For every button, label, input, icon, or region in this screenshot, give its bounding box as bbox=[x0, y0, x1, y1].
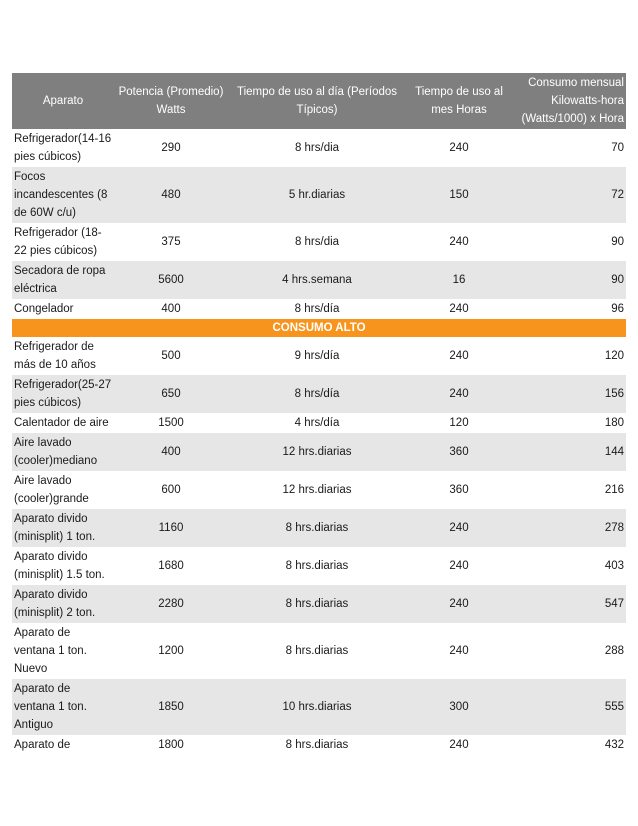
band-label: CONSUMO ALTO bbox=[12, 319, 626, 337]
cell-potencia: 500 bbox=[161, 350, 181, 362]
cell-aparato: Aire lavado (cooler)mediano bbox=[12, 433, 114, 471]
cell-consumo: 180 bbox=[604, 417, 624, 429]
table-row bbox=[12, 471, 626, 509]
table-row bbox=[12, 433, 626, 471]
cell-tiempo-mes: 16 bbox=[406, 261, 512, 299]
cell-potencia: 1500 bbox=[158, 417, 184, 429]
cell-aparato: Aparato de ventana 1 ton. Antiguo bbox=[12, 679, 114, 735]
table-row bbox=[12, 129, 626, 167]
cell-potencia: 480 bbox=[114, 167, 228, 223]
cell-tiempo-dia: 9 hrs/día bbox=[294, 350, 340, 362]
cell-consumo: 403 bbox=[604, 560, 624, 572]
table-row bbox=[12, 223, 626, 261]
cell-consumo: 120 bbox=[604, 350, 624, 362]
cell-aparato: Aire lavado (cooler)grande bbox=[14, 475, 89, 505]
table-row bbox=[12, 375, 626, 413]
cell-consumo: 432 bbox=[604, 739, 624, 751]
cell-tiempo-dia: 8 hrs/día bbox=[294, 303, 340, 315]
cell-tiempo-mes: 240 bbox=[449, 645, 469, 657]
cell-aparato: Aparato divido (minisplit) 1 ton. bbox=[12, 509, 114, 547]
cell-potencia: 650 bbox=[114, 375, 228, 413]
cell-potencia: 400 bbox=[161, 303, 181, 315]
cell-aparato: Congelador bbox=[14, 303, 74, 315]
cell-tiempo-mes: 120 bbox=[449, 417, 469, 429]
cell-tiempo-dia: 8 hrs.diarias bbox=[285, 645, 349, 657]
cell-aparato: Refrigerador(14-16 pies cúbicos) bbox=[14, 133, 112, 163]
cell-potencia: 1680 bbox=[158, 560, 184, 572]
cell-consumo: 278 bbox=[512, 509, 626, 547]
cell-aparato: Refrigerador de más de 10 años bbox=[14, 341, 96, 371]
cell-tiempo-dia: 5 hr.diarias bbox=[228, 167, 406, 223]
cell-consumo: 288 bbox=[604, 645, 624, 657]
cell-potencia: 1160 bbox=[114, 509, 228, 547]
table-row bbox=[12, 337, 626, 375]
cell-consumo: 96 bbox=[611, 303, 624, 315]
consumption-table bbox=[12, 73, 626, 755]
cell-tiempo-mes: 240 bbox=[449, 560, 469, 572]
consumo-alto-band bbox=[12, 319, 626, 337]
cell-tiempo-dia: 4 hrs/día bbox=[294, 417, 340, 429]
header-potencia: Potencia (Promedio) Watts bbox=[114, 73, 228, 129]
cell-aparato: Aparato de bbox=[14, 739, 71, 751]
cell-aparato: Aparato divido (minisplit) 2 ton. bbox=[12, 585, 114, 623]
header-tiempo-mes: Tiempo de uso al mes Horas bbox=[406, 73, 512, 129]
cell-tiempo-mes: 240 bbox=[406, 585, 512, 623]
cell-aparato: Refrigerador(25-27 pies cúbicos) bbox=[12, 375, 114, 413]
cell-tiempo-mes: 240 bbox=[449, 303, 469, 315]
cell-tiempo-mes: 240 bbox=[449, 739, 469, 751]
cell-tiempo-mes: 360 bbox=[449, 484, 469, 496]
consumption-table-container bbox=[12, 73, 626, 755]
table-header-row bbox=[12, 73, 626, 129]
cell-tiempo-mes: 240 bbox=[449, 236, 469, 248]
cell-aparato: Secadora de ropa eléctrica bbox=[12, 261, 114, 299]
cell-consumo: 90 bbox=[611, 236, 624, 248]
cell-consumo: 547 bbox=[512, 585, 626, 623]
cell-tiempo-mes: 240 bbox=[449, 142, 469, 154]
header-tiempo-dia: Tiempo de uso al día (Períodos Típicos) bbox=[228, 73, 406, 129]
cell-consumo: 555 bbox=[512, 679, 626, 735]
table-row bbox=[12, 547, 626, 585]
header-consumo: Consumo mensual Kilowatts-hora (Watts/1000) x Hora bbox=[512, 73, 626, 129]
cell-tiempo-dia: 8 hrs.diarias bbox=[285, 560, 349, 572]
cell-tiempo-mes: 300 bbox=[406, 679, 512, 735]
cell-potencia: 1850 bbox=[114, 679, 228, 735]
cell-consumo: 90 bbox=[512, 261, 626, 299]
table-row bbox=[12, 585, 626, 623]
cell-consumo: 72 bbox=[512, 167, 626, 223]
cell-potencia: 5600 bbox=[114, 261, 228, 299]
cell-tiempo-dia: 8 hrs/dia bbox=[294, 142, 340, 154]
table-row bbox=[12, 299, 626, 319]
table-row bbox=[12, 261, 626, 299]
table-row bbox=[12, 413, 626, 433]
cell-potencia: 290 bbox=[161, 142, 181, 154]
cell-potencia: 400 bbox=[114, 433, 228, 471]
cell-tiempo-dia: 8 hrs.diarias bbox=[228, 509, 406, 547]
cell-tiempo-mes: 150 bbox=[406, 167, 512, 223]
cell-tiempo-dia: 12 hrs.diarias bbox=[282, 484, 352, 496]
cell-tiempo-dia: 8 hrs/dia bbox=[294, 236, 340, 248]
cell-consumo: 144 bbox=[512, 433, 626, 471]
cell-potencia: 600 bbox=[161, 484, 181, 496]
cell-aparato: Aparato divido (minisplit) 1.5 ton. bbox=[14, 551, 105, 581]
table-row bbox=[12, 509, 626, 547]
cell-aparato: Focos incandescentes (8 de 60W c/u) bbox=[12, 167, 114, 223]
cell-tiempo-dia: 8 hrs.diarias bbox=[228, 585, 406, 623]
cell-tiempo-mes: 240 bbox=[406, 375, 512, 413]
cell-consumo: 156 bbox=[512, 375, 626, 413]
cell-potencia: 1800 bbox=[158, 739, 184, 751]
cell-potencia: 1200 bbox=[158, 645, 184, 657]
cell-consumo: 216 bbox=[604, 484, 624, 496]
table-row bbox=[12, 623, 626, 679]
cell-tiempo-dia: 4 hrs.semana bbox=[228, 261, 406, 299]
cell-tiempo-dia: 12 hrs.diarias bbox=[228, 433, 406, 471]
cell-tiempo-dia: 8 hrs/día bbox=[228, 375, 406, 413]
header-aparato: Aparato bbox=[12, 73, 114, 129]
cell-tiempo-mes: 240 bbox=[449, 350, 469, 362]
cell-tiempo-dia: 10 hrs.diarias bbox=[228, 679, 406, 735]
cell-potencia: 375 bbox=[161, 236, 181, 248]
table-row bbox=[12, 735, 626, 755]
cell-aparato: Aparato de ventana 1 ton. Nuevo bbox=[14, 627, 87, 675]
cell-tiempo-mes: 360 bbox=[406, 433, 512, 471]
cell-potencia: 2280 bbox=[114, 585, 228, 623]
cell-aparato: Refrigerador (18-22 pies cúbicos) bbox=[14, 227, 102, 257]
cell-aparato: Calentador de aire bbox=[14, 417, 109, 429]
cell-tiempo-mes: 240 bbox=[406, 509, 512, 547]
table-row bbox=[12, 167, 626, 223]
cell-consumo: 70 bbox=[611, 142, 624, 154]
cell-tiempo-dia: 8 hrs.diarias bbox=[285, 739, 349, 751]
table-row bbox=[12, 679, 626, 735]
